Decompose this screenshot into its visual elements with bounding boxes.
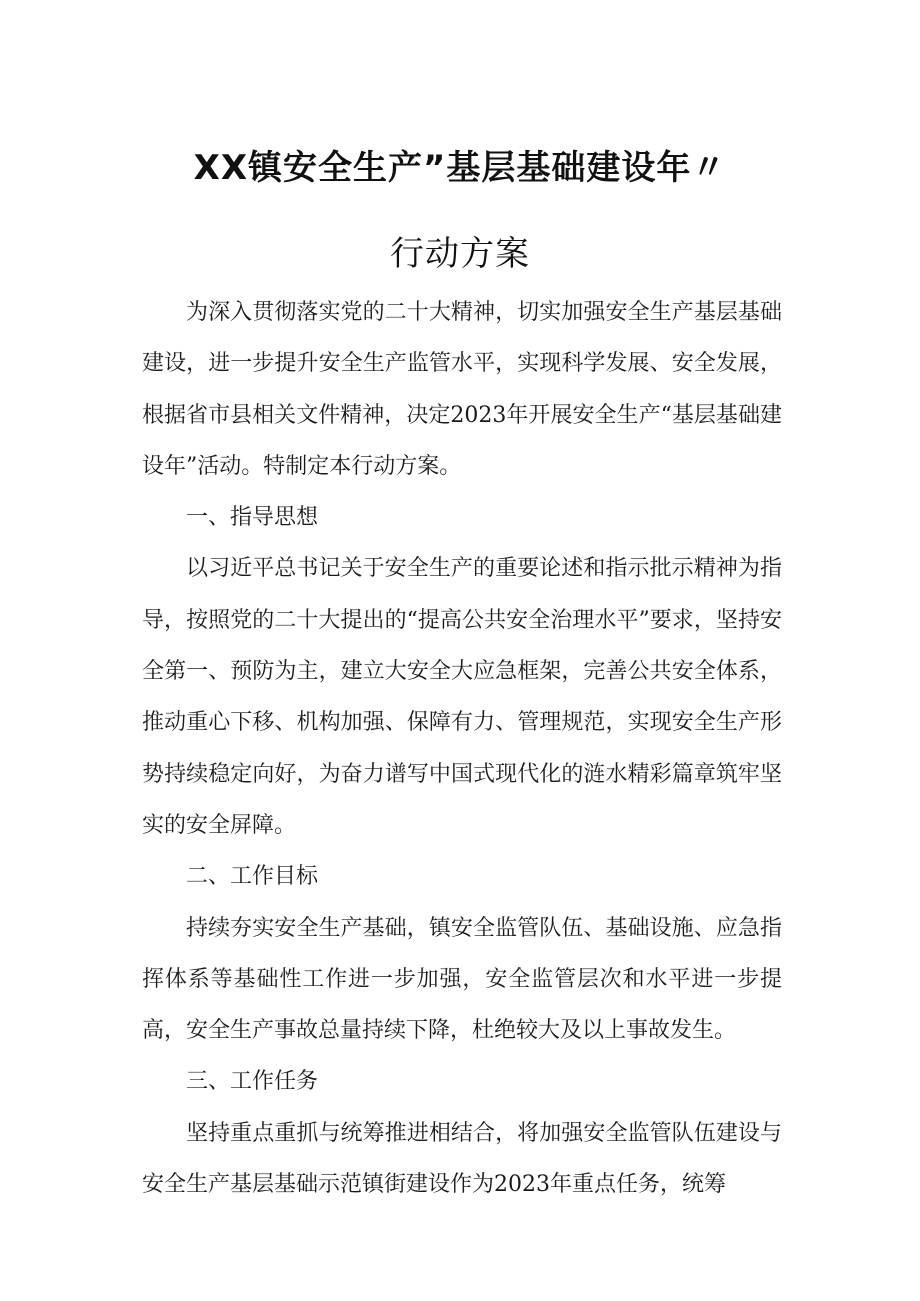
document-title-line-1: XX镇安全生产”基层基础建设年〃	[193, 148, 727, 188]
section-paragraph-work-goals: 持续夯实安全生产基础，镇安全监管队伍、基础设施、应急指挥体系等基础性工作进一步加强，安全监管层次和水平进一步提高，安全生产事故总量持续下降，杜绝较大及以上事故发生。	[142, 915, 782, 1044]
section-heading-guiding-ideology: 一、指导思想	[186, 505, 319, 531]
section-paragraph-work-tasks: 坚持重点重抓与统筹推进相结合，将加强安全监管队伍建设与安全生产基层基础示范镇街建设作为2023年重点任务，统筹	[142, 1120, 782, 1198]
document-body	[142, 287, 782, 1210]
intro-paragraph: 为深入贯彻落实党的二十大精神，切实加强安全生产基层基础建设，进一步提升安全生产监管水平，实现科学发展、安全发展，根据省市县相关文件精神，决定2023年开展安全生产“基层基础建设年”活动。特制定本行动方案。	[142, 300, 782, 479]
document-title-line-2: 行动方案	[390, 234, 530, 274]
section-paragraph-guiding-ideology: 以习近平总书记关于安全生产的重要论述和指示批示精神为指导，按照党的二十大提出的“提高公共安全治理水平”要求，坚持安全第一、预防为主，建立大安全大应急框架，完善公共安全体系，推动重心下移、机构加强、保障有力、管理规范，实现安全生产形势持续稳定向好，为奋力谱写中国式现代化的涟水精彩篇章筑牢坚实的安全屏障。	[142, 556, 782, 838]
section-heading-work-tasks: 三、工作任务	[186, 1069, 319, 1095]
section-heading-work-goals: 二、工作目标	[186, 864, 319, 890]
